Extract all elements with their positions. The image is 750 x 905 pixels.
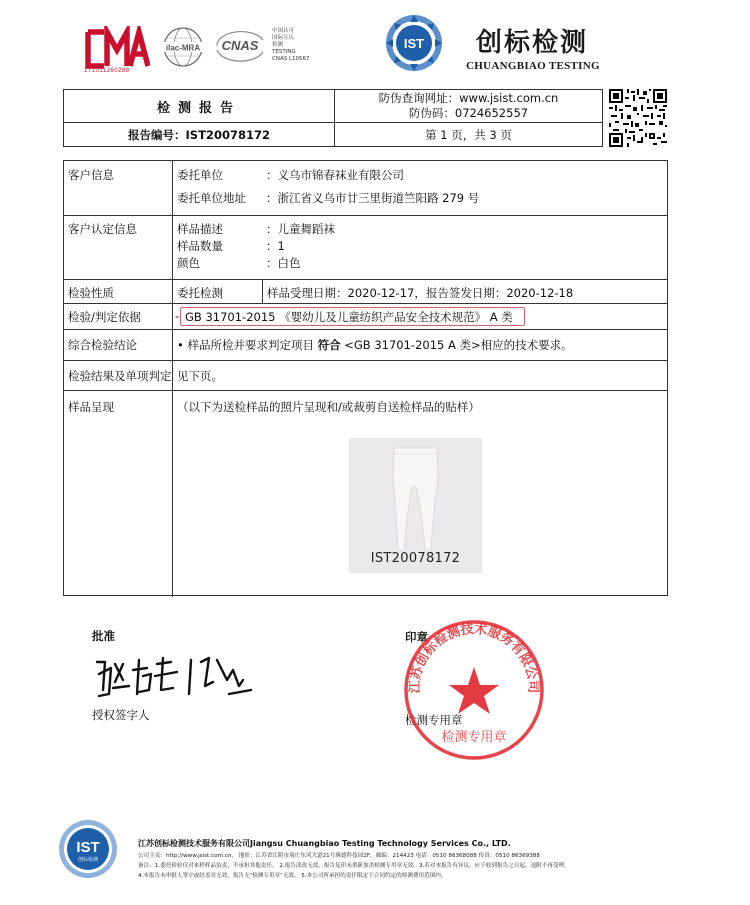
dates-value: 样品受理日期：2020-12-17，报告签发日期：2020-12-18 <box>267 286 574 300</box>
brand-name-en: CHUANGBIAO TESTING <box>466 60 600 72</box>
page-info: 第 1 页，共 3 页 <box>425 127 512 142</box>
cma-logo <box>84 26 150 72</box>
cnas-accreditation-text: 中国认可 国际互认 检测 TESTING CNAS L10567 <box>272 28 310 62</box>
seal-label: 印章 <box>405 630 428 644</box>
conclusion-suffix: <GB 31701-2015 A 类>相应的技术要求。 <box>344 338 573 352</box>
footer-note-1: 备注：1.委托检验仅对来样样品负责，不承担其他责任。 2.报告涂改无效，报告复印未重新加盖检测专用章无效。3.若对本报告有异议，应于收到报告之日起，退附不再受理。 <box>138 863 570 869</box>
results-value: 见下页。 <box>177 369 223 383</box>
client-label: 委托单位 <box>177 168 223 182</box>
sample-photo-number: IST20078172 <box>370 551 461 566</box>
ist-logo <box>383 12 445 74</box>
seal-ring-text: 江苏创标检测技术服务有限公司 <box>407 621 541 694</box>
basis-value: GB 31701-2015 《婴幼儿及儿童纺织产品安全技术规范》 A 类 <box>185 310 513 324</box>
anti-fake-code: 防伪码：0724652557 <box>408 106 529 120</box>
sample-note: （以下为送检样品的照片呈现和/或裁剪自送检样品的贴样） <box>177 400 480 414</box>
nature-value: 委托检测 <box>177 286 223 300</box>
confirmed-info-label: 客户认定信息 <box>68 222 137 236</box>
client-address-value: ：浙江省义乌市廿三里街道竺阳路 279 号 <box>266 191 480 205</box>
sample-desc-label: 样品描述 <box>177 222 223 236</box>
basis-label: 检验/判定依据 <box>68 310 141 324</box>
report-title: 检测报告 <box>64 90 335 123</box>
sample-qty-label: 样品数量 <box>177 239 223 253</box>
sample-desc-value: ：儿童舞蹈袜 <box>266 222 335 236</box>
client-info-label: 客户信息 <box>68 168 114 182</box>
client-address-label: 委托单位地址 <box>177 191 246 205</box>
sample-label: 样品呈现 <box>68 400 114 414</box>
cma-number: 171011260288 <box>84 68 130 74</box>
client-value: ：义乌市锦春袜业有限公司 <box>266 168 404 182</box>
anti-fake-site: 防伪查询网址：www.jsist.com.cn <box>378 91 559 105</box>
ilac-mark-text: ilac-MRA <box>165 43 201 53</box>
nature-label: 检验性质 <box>68 286 114 300</box>
footer-contact: 公司主页：http://www.jsist.com.cn， 地址：江苏省江阴市周庄东风大道21号珠德科技园2F，邮编：214423 电话：0510 86368088 传真：0510 86369388 <box>138 853 540 859</box>
seal-dedicated-label: 检测专用章 <box>405 713 463 727</box>
authorized-signatory-label: 授权签字人 <box>92 708 150 722</box>
footer-company: 江苏创标检测技术服务有限公司Jiangsu Chuangbiao Testing Technology Services Co., LTD. <box>138 839 511 848</box>
sample-qty-value: ：1 <box>266 239 285 253</box>
inspection-table <box>63 160 668 596</box>
sample-photo <box>349 438 482 573</box>
anti-fake-info <box>335 90 602 123</box>
color-label: 颜色 <box>177 256 200 270</box>
conclusion-bold: 符合 <box>317 338 341 352</box>
approve-label: 批准 <box>92 629 115 643</box>
results-label: 检验结果及单项判定 <box>68 369 172 383</box>
footer-note-2: 4.本报告未审批人签字或经盖章无效，报告无"检测专用章"无效。 5.本公司所承担的责任限定于合同约定的检测费用范围内。 <box>138 873 447 879</box>
seal-bottom-text: 检测专用章 <box>441 730 507 745</box>
footer-ist-logo <box>55 818 121 880</box>
cnas-logo <box>211 28 269 62</box>
conclusion-value <box>177 337 573 353</box>
report-info-table <box>63 89 603 147</box>
conclusion-label: 综合检验结论 <box>68 338 137 352</box>
basis-dash: - <box>175 309 180 323</box>
signature <box>93 650 253 702</box>
report-number: 报告编号：IST20078172 <box>64 123 335 146</box>
footer-logo-text: IST <box>76 839 100 856</box>
color-value: ：白色 <box>266 256 301 270</box>
cnas-mark-text: CNAS <box>221 38 259 53</box>
qr-code <box>609 89 667 147</box>
footer-logo-sub: 创标检测 <box>77 857 99 863</box>
brand-name-cn: 创标检测 <box>476 28 589 58</box>
company-seal <box>399 615 549 765</box>
ilac-mra-logo <box>160 26 206 68</box>
conclusion-prefix: • 样品所检并要求判定项目 <box>177 338 314 352</box>
ist-mark-text: IST <box>403 36 425 51</box>
